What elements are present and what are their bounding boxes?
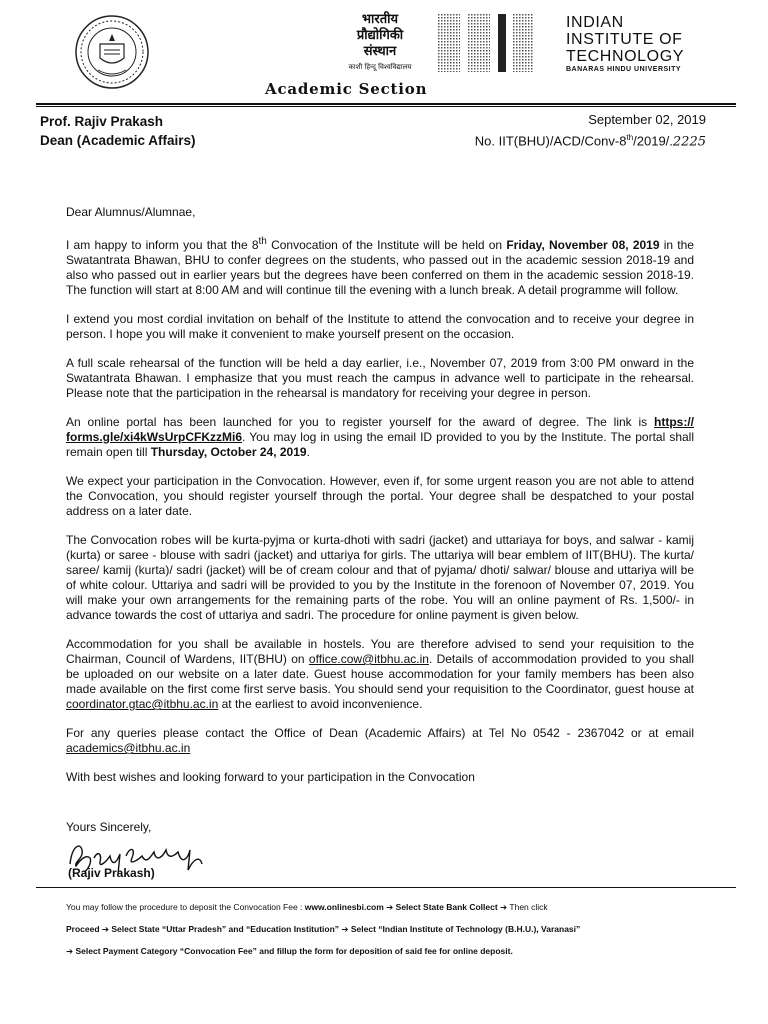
- english-line: INDIAN: [566, 14, 624, 31]
- text: Then click: [507, 902, 548, 912]
- text: www.onlinesbi.com ➔ Select State Bank Collect ➔: [304, 902, 508, 912]
- hindi-university-name: काशी हिन्दू विश्वविद्यालय: [348, 63, 412, 71]
- section-title: Academic Section: [265, 80, 428, 98]
- academics-email-link[interactable]: academics@itbhu.ac.in: [66, 741, 191, 755]
- reference-number: [475, 133, 706, 149]
- text: Convocation of the Institute will be held on: [266, 238, 507, 252]
- closing: [66, 820, 366, 835]
- paragraph-robes: The Convocation robes will be kurta-pyjma or kurta-dhoti with sadri (jacket) and uttariaya for boys, and salwar - kamij (kurta) or saree - blouse with sadri (jacket) and uttariya for girls. The uttariya will bear emblem of IIT(BHU). The kurta/ saree/ kamij (kurta)/ sadri (jacket) will be of cream colour and that of pyjama/ dhoti/ salwar/ blouse and uttariya will be of white colour. Uttariya and sadri will be provided to you by the Institute in the forenoon of November 07, 2019. You will make your own arrangements for the remaining parts of the robe. You will an online payment of Rs. 1,500/- in advance towards the cost of uttariya and sadri. The procedure for online payment is given below.: [66, 533, 694, 622]
- salutation: Dear Alumnus/Alumnae,: [66, 205, 196, 219]
- ref-handwritten-number: 2225: [672, 134, 706, 150]
- sender-name: Prof. Rajiv Prakash: [40, 114, 164, 129]
- header-rule: [36, 103, 736, 105]
- cow-email-link[interactable]: office.cow@itbhu.ac.in: [308, 652, 429, 666]
- procedure-line-3: ➔ Select Payment Category “Convocation Fee” and fillup the form for deposition of said fee for online deposit.: [66, 946, 513, 956]
- text: You may follow the procedure to deposit the Convocation Fee :: [66, 902, 305, 912]
- paragraph-wishes: With best wishes and looking forward to your participation in the Convocation: [66, 770, 475, 784]
- pattern-graphic: [432, 14, 542, 72]
- hindi-line: भारतीय: [361, 12, 399, 27]
- footer-rule: [36, 887, 736, 888]
- english-line: INSTITUTE OF: [566, 31, 683, 48]
- paragraph-accommodation: [66, 637, 694, 712]
- header-rule-thin: [36, 106, 736, 107]
- portal-link[interactable]: https:// forms.gle/xi4kWsUrpCFKzzMi6: [66, 415, 694, 444]
- ref-prefix: No. IIT(BHU)/ACD/Conv-8: [474, 133, 627, 149]
- paragraph-convocation-date: [66, 234, 694, 298]
- paragraph-portal: [66, 415, 694, 460]
- letter-date: September 02, 2019: [588, 112, 706, 127]
- ref-sup: th: [626, 133, 634, 142]
- signatory-name: (Rajiv Prakash): [68, 866, 155, 880]
- text: .: [306, 445, 310, 459]
- letter-body: [66, 205, 694, 799]
- text: th: [258, 236, 267, 247]
- text: Accommodation for you shall be available in hostels. You are therefore advised to send your requisition to the Chairman, Council of Wardens, IIT(BHU) on: [66, 637, 694, 666]
- hindi-line: संस्थान: [363, 44, 397, 59]
- convocation-date: Friday, November 08, 2019: [506, 238, 660, 252]
- sender-title: Dean (Academic Affairs): [40, 133, 196, 148]
- text: . Details of accommodation provided to you shall be uploaded on our website on a later date. Guest house accommodation for your family members has been also made available on the first come first serve basis. You should send your requisition to the Coordinator, guest house at: [66, 652, 694, 696]
- payment-procedure-note: [66, 896, 706, 962]
- valediction: Yours Sincerely,: [66, 820, 152, 834]
- procedure-line-2: Proceed ➔ Select State “Uttar Pradesh” and “Education Institution” ➔ Select “Indian Institute of Technology (B.H.U.), Varanasi”: [66, 924, 581, 934]
- procedure-line-1: [66, 896, 706, 918]
- english-line: TECHNOLOGY: [566, 48, 685, 65]
- paragraph-invitation: I extend you most cordial invitation on behalf of the Institute to attend the convocation and to receive your degree in person. I hope you will make it convenient to make yourself present on the occasion.: [66, 312, 694, 341]
- portal-deadline: Thursday, October 24, 2019: [150, 445, 307, 459]
- guesthouse-email-link[interactable]: coordinator.gtac@itbhu.ac.in: [66, 697, 219, 711]
- text: An online portal has been launched for you to register yourself for the award of degree. The link is: [66, 415, 654, 429]
- hindi-institute-name: [330, 12, 430, 72]
- paragraph-rehearsal: A full scale rehearsal of the function will be held a day earlier, i.e., November 07, 2019 from 3:00 PM onward in the Swatantrata Bhawan. I emphasize that you must reach the campus in advance well to participate in the rehearsal. Please note that the participation in the rehearsal is mandatory for receiving your degree in person.: [66, 356, 694, 400]
- paragraph-queries: [66, 726, 694, 756]
- letterhead: [0, 0, 768, 105]
- text: For any queries please contact the Office of Dean (Academic Affairs) at Tel No 0542 - 2367042 or at email: [66, 726, 694, 740]
- text: in the Swatantrata Bhawan, BHU to confer degrees on the students, who passed out in the academic session 2018-19 and also who passed out in earlier years but the degrees have been conferred on them in the academic session 2018-19. The function will start at 8:00 AM and will continue till the evening with a lunch break. A detail programme will follow.: [66, 238, 694, 297]
- text: . You may log in using the email ID provided to you by the Institute. The portal shall remain open till: [66, 430, 694, 459]
- english-institute-name: [566, 14, 766, 75]
- paragraph-participation: We expect your participation in the Convocation. However, even if, for some urgent reason you are not able to attend the Convocation, you should register yourself through the portal. Your degree shall be despatched to your postal address on a later date.: [66, 474, 694, 518]
- hindi-line: प्रौद्योगिकी: [356, 28, 404, 43]
- institute-emblem-icon: [74, 14, 150, 90]
- english-university-name: BANARAS HINDU UNIVERSITY: [566, 66, 682, 73]
- text: at the earliest to avoid inconvenience.: [218, 697, 423, 711]
- text: I am happy to inform you that the 8: [66, 238, 259, 252]
- ref-mid: /2019/.: [633, 133, 673, 149]
